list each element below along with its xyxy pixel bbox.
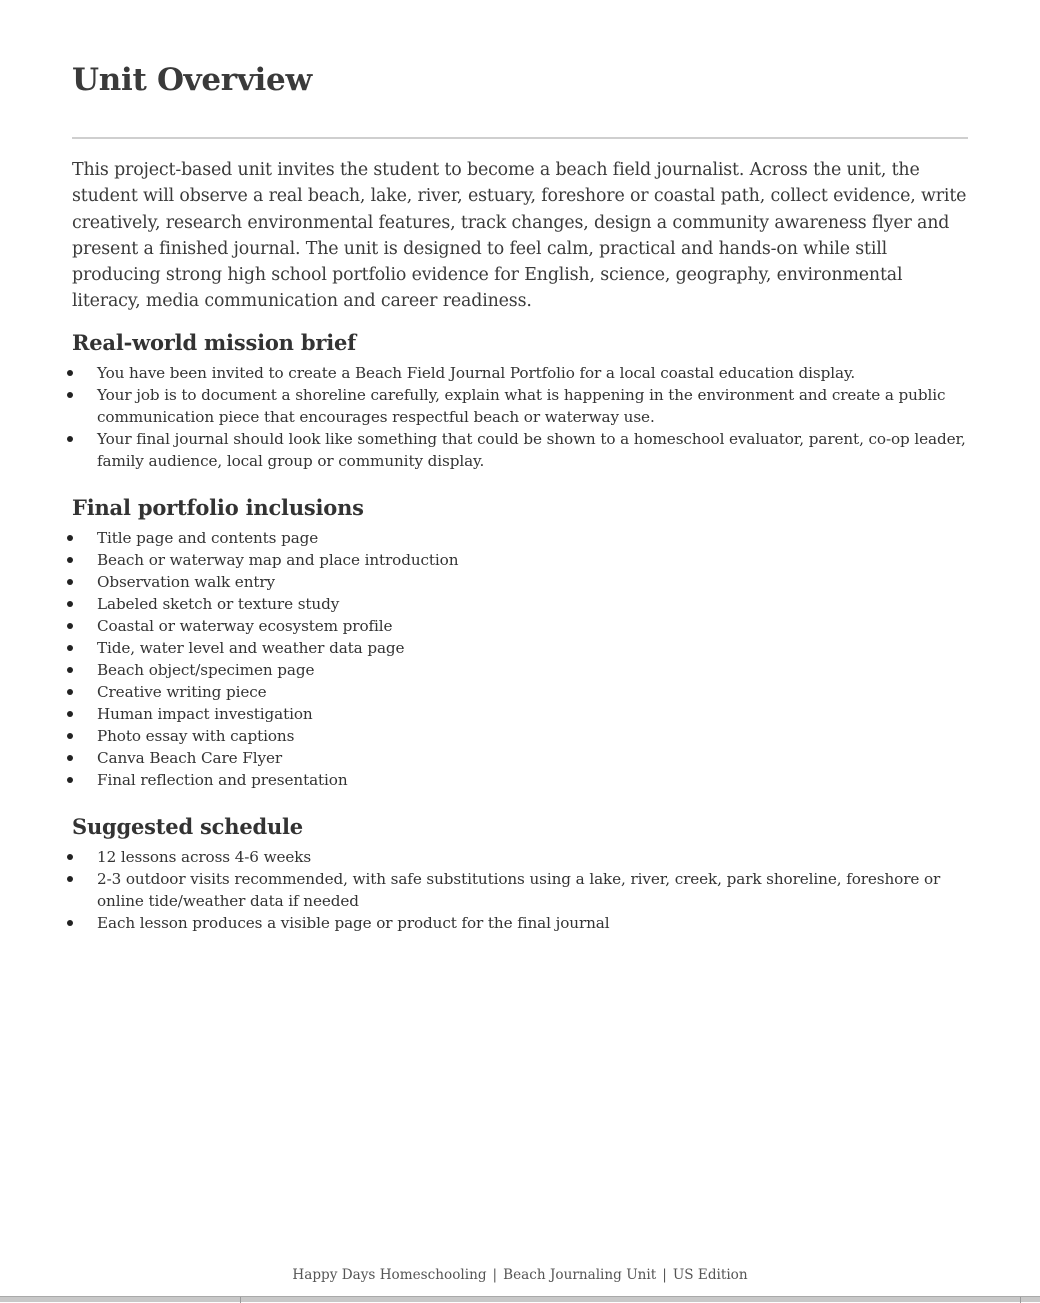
scrollbar-divider	[240, 1297, 241, 1303]
footer-brand: Happy Days Homeschooling	[292, 1267, 487, 1283]
list-item: Human impact investigation	[97, 703, 968, 725]
viewer-scrollbar[interactable]	[0, 1296, 1040, 1302]
page-title: Unit Overview	[72, 62, 312, 98]
list-item: Your job is to document a shoreline carefully, explain what is happening in the environment and create a public communication piece that encourages respectful beach or waterway use.	[97, 384, 968, 428]
section-gap	[72, 472, 968, 480]
page-footer	[0, 1265, 1040, 1285]
section-heading: Real-world mission brief	[72, 329, 356, 355]
bullet-list	[72, 527, 968, 791]
title-divider	[72, 137, 968, 139]
list-item: Observation walk entry	[97, 571, 968, 593]
section-heading: Suggested schedule	[72, 813, 303, 839]
footer-edition: US Edition	[672, 1267, 748, 1283]
section-gap	[72, 791, 968, 799]
list-item: Creative writing piece	[97, 681, 968, 703]
intro-paragraph: This project-based unit invites the student to become a beach field journalist. Across the unit, the student will observe a real beach, lake, river, estuary, foreshore or coastal path, collect evidence, write creatively, research environmental features, track changes, design a community awareness flyer and present a finished journal. The unit is designed to feel calm, practical and hands-on while still producing strong high school portfolio evidence for English, science, geography, environmental literacy, media communication and career readiness.	[72, 160, 967, 312]
list-item: Photo essay with captions	[97, 725, 968, 747]
list-item: Beach object/specimen page	[97, 659, 968, 681]
section-heading: Final portfolio inclusions	[72, 494, 364, 520]
footer-separator: |	[662, 1267, 667, 1283]
bullet-list	[72, 362, 968, 472]
list-item: Labeled sketch or texture study	[97, 593, 968, 615]
footer-unit: Beach Journaling Unit	[503, 1267, 657, 1283]
list-item: 12 lessons across 4-6 weeks	[97, 846, 968, 868]
scrollbar-divider	[1020, 1297, 1021, 1303]
list-item: Coastal or waterway ecosystem profile	[97, 615, 968, 637]
list-item: 2-3 outdoor visits recommended, with safe substitutions using a lake, river, creek, park shoreline, foreshore or online tide/weather data if needed	[97, 868, 968, 912]
bullet-list	[72, 846, 968, 934]
list-item: Title page and contents page	[97, 527, 968, 549]
document-page	[72, 58, 968, 934]
sections-container	[72, 328, 968, 934]
list-item: Final reflection and presentation	[97, 769, 968, 791]
list-item: Canva Beach Care Flyer	[97, 747, 968, 769]
footer-separator: |	[492, 1267, 498, 1283]
list-item: Your final journal should look like something that could be shown to a homeschool evaluator, parent, co-op leader, family audience, local group or community display.	[97, 428, 968, 472]
list-item: Each lesson produces a visible page or product for the final journal	[97, 912, 968, 934]
list-item: Beach or waterway map and place introduction	[97, 549, 968, 571]
list-item: You have been invited to create a Beach Field Journal Portfolio for a local coastal education display.	[97, 362, 968, 384]
list-item: Tide, water level and weather data page	[97, 637, 968, 659]
